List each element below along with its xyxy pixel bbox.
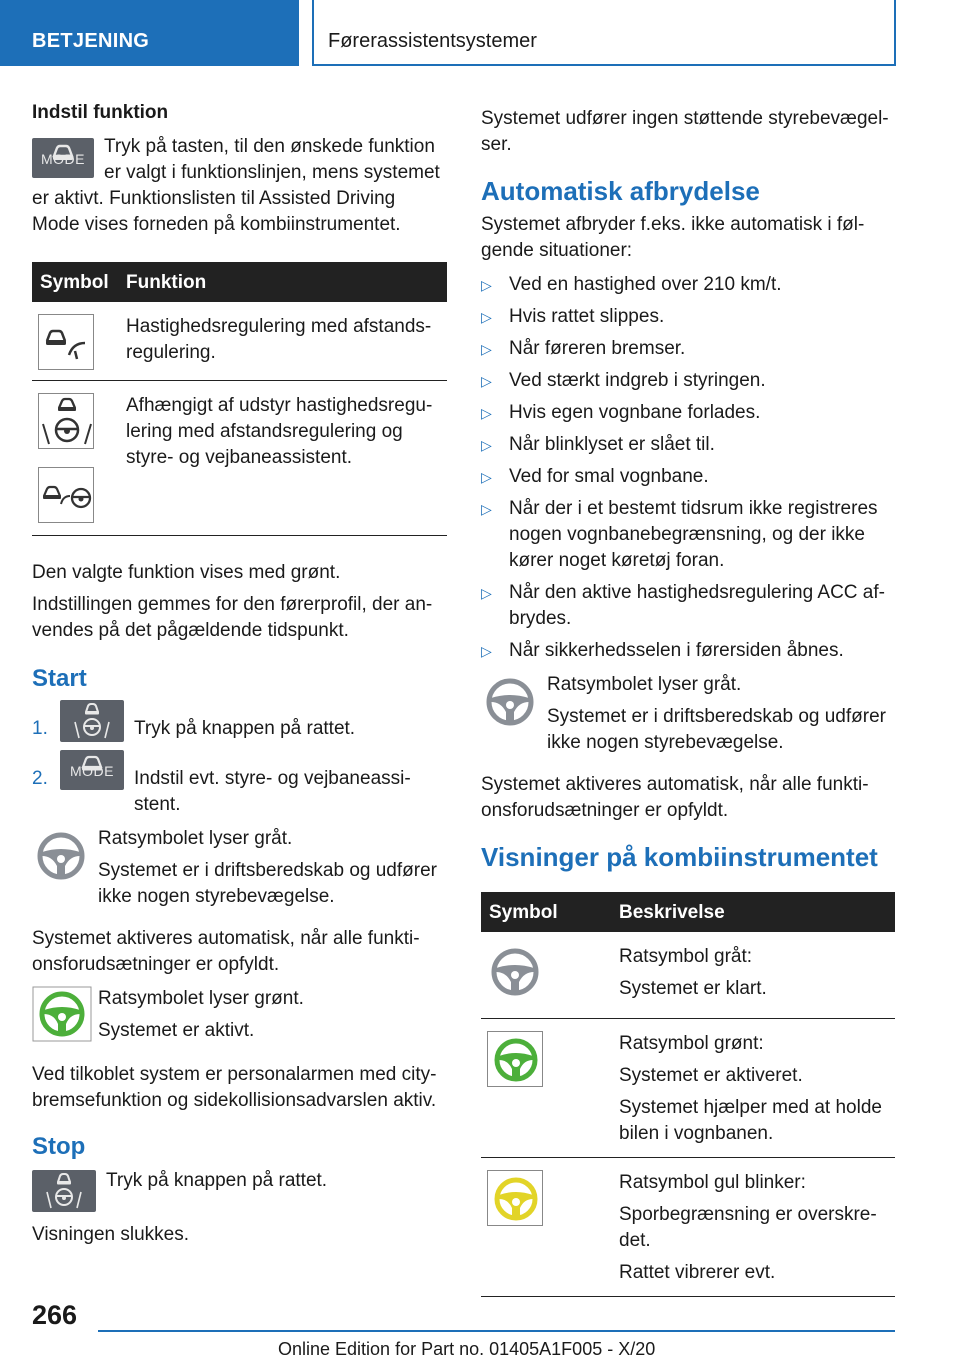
steering-button-image xyxy=(60,700,124,742)
triangle-bullet-icon: ▷ xyxy=(481,309,492,325)
display-row-title: Ratsymbol gråt: xyxy=(619,946,753,967)
stop-after-text: Visningen slukkes. xyxy=(32,1224,190,1245)
section-tab: BETJENING xyxy=(0,0,299,66)
display-row-title: Ratsymbol gul blinker: xyxy=(619,1172,806,1193)
display-row-title: Ratsymbol grønt: xyxy=(619,1033,764,1054)
gray-symbol-desc: Systemet er i driftsberedskab og udfører ikke nogen styrebevægelse. xyxy=(98,860,437,907)
triangle-bullet-icon: ▷ xyxy=(481,643,492,659)
triangle-bullet-icon: ▷ xyxy=(481,469,492,485)
list-item: ▷ Hvis rattet slippes. xyxy=(481,304,895,330)
mode-button-image xyxy=(32,138,94,178)
list-item xyxy=(32,700,447,742)
footer-divider xyxy=(98,1330,895,1332)
stop-heading: Stop xyxy=(32,1133,86,1160)
list-item xyxy=(32,750,447,818)
intro-text: Systemet udfører ingen støttende styrebevægel-ser. xyxy=(481,108,889,155)
step-number: 2. xyxy=(32,768,48,789)
steering-assistant-icon xyxy=(38,393,94,449)
table-row xyxy=(32,302,447,381)
steering-button-image xyxy=(32,1170,96,1212)
table-cell: Afhængigt af udstyr hastighedsregu-lering med afstandsregulering og styre- og vejbaneassistent. xyxy=(118,381,447,536)
table-header-symbol: Symbol xyxy=(32,262,118,302)
selected-function-text: Den valgte funktion vises med grønt. xyxy=(32,562,341,583)
auto-activation-text: Systemet aktiveres automatisk, når alle funkti-onsforudsætninger er opfyldt. xyxy=(481,774,869,821)
stop-text: Tryk på knappen på rattet. xyxy=(106,1170,328,1191)
list-item: ▷ Når blinklyset er slået til. xyxy=(481,432,895,458)
auto-activation-text: Systemet aktiveres automatisk, når alle funkti-onsforudsætninger er opfyldt. xyxy=(32,928,420,975)
list-item: ▷ Hvis egen vognbane forlades. xyxy=(481,400,895,426)
gray-symbol-desc: Systemet er i driftsberedskab og udfører ikke nogen styrebevægelse. xyxy=(547,706,886,753)
steering-wheel-green-icon xyxy=(487,1031,543,1087)
steering-wheel-green-icon xyxy=(32,986,98,1052)
list-item: ▷ Når den aktive hastighedsregulering ACC af-brydes. xyxy=(481,582,885,629)
table-header-function: Funktion xyxy=(118,262,447,302)
triangle-bullet-icon: ▷ xyxy=(481,585,492,601)
list-item: ▷ Når der i et bestemt tidsrum ikke registreres nogen vognbanebegrænsning, og der ikke kører noget køretøj foran. xyxy=(481,498,878,571)
list-item: ▷ Når sikkerhedsselen i førersiden åbnes. xyxy=(481,638,895,664)
set-function-text: Tryk på tasten, til den ønskede funktion er valgt i funktionslinjen, mens systemet er aktivt. Funktionslisten til Assisted Driving Mode vises forneden på kombiinstrumentet. xyxy=(32,136,440,235)
display-row-desc: Rattet vibrerer evt. xyxy=(619,1262,776,1283)
mode-label: MODE xyxy=(41,151,85,167)
gray-symbol-text: Ratsymbolet lyser gråt. xyxy=(98,828,293,849)
start-heading: Start xyxy=(32,665,87,692)
steering-wheel-gray-icon xyxy=(487,944,543,1000)
list-item: ▷ Ved for smal vognbane. xyxy=(481,464,895,490)
set-function-heading: Indstil funktion xyxy=(32,102,169,123)
display-row-desc: Systemet er klart. xyxy=(619,978,767,999)
triangle-bullet-icon: ▷ xyxy=(481,405,492,421)
mode-button-image xyxy=(60,750,124,790)
right-column xyxy=(481,106,895,1297)
steering-wheel-yellow-icon xyxy=(487,1170,543,1226)
table-row xyxy=(481,1019,895,1158)
auto-off-list xyxy=(481,272,895,664)
chapter-title: Førerassistentsystemer xyxy=(312,0,896,66)
cruise-steering-icon xyxy=(38,467,94,523)
display-table xyxy=(481,892,895,1297)
start-steps xyxy=(32,700,447,818)
page-header xyxy=(0,0,960,66)
triangle-bullet-icon: ▷ xyxy=(481,373,492,389)
green-symbol-text: Ratsymbolet lyser grønt. xyxy=(98,988,304,1009)
display-heading: Visninger på kombiinstrumentet xyxy=(481,842,878,872)
list-item: ▷ Ved stærkt indgreb i styringen. xyxy=(481,368,895,394)
city-brake-text: Ved tilkoblet system er personalarmen med city-bremsefunktion og sidekollisionsadvarslen aktiv. xyxy=(32,1064,437,1111)
list-item: ▷ Når føreren bremser. xyxy=(481,336,895,362)
triangle-bullet-icon: ▷ xyxy=(481,501,492,517)
list-item: ▷ Ved en hastighed over 210 km/t. xyxy=(481,272,895,298)
display-row-desc: Systemet er aktiveret. xyxy=(619,1065,803,1086)
table-row xyxy=(32,381,447,536)
steering-wheel-gray-icon xyxy=(481,672,547,738)
display-row-desc: Systemet hjælper med at holde bilen i vognbanen. xyxy=(619,1097,882,1144)
step-number: 1. xyxy=(32,718,48,739)
steering-wheel-gray-icon xyxy=(32,826,98,892)
table-header-description: Beskrivelse xyxy=(611,892,895,932)
gray-symbol-text: Ratsymbolet lyser gråt. xyxy=(547,674,742,695)
auto-off-heading: Automatisk afbrydelse xyxy=(481,176,760,206)
steering-assist-icon xyxy=(60,700,124,742)
table-row xyxy=(481,1158,895,1297)
edition-text: Online Edition for Part no. 01405A1F005 - X/20 xyxy=(278,1339,656,1359)
profile-text: Indstillingen gemmes for den førerprofil, der an-vendes på det pågældende tidspunkt. xyxy=(32,594,433,641)
triangle-bullet-icon: ▷ xyxy=(481,437,492,453)
function-table xyxy=(32,262,447,536)
triangle-bullet-icon: ▷ xyxy=(481,277,492,293)
triangle-bullet-icon: ▷ xyxy=(481,341,492,357)
speed-distance-icon xyxy=(38,314,94,370)
step-text: Tryk på knappen på rattet. xyxy=(134,718,356,739)
step-text: Indstil evt. styre- og vejbaneassi-stent. xyxy=(134,768,411,815)
left-column xyxy=(32,100,447,1258)
page-number: 266 xyxy=(32,1300,78,1330)
auto-off-text: Systemet afbryder f.eks. ikke automatisk i føl-gende situationer: xyxy=(481,214,865,261)
mode-label: MODE xyxy=(70,763,114,779)
steering-assist-icon xyxy=(32,1170,96,1212)
table-header-symbol: Symbol xyxy=(481,892,611,932)
display-row-desc: Sporbegrænsning er overskre-det. xyxy=(619,1204,877,1251)
table-row xyxy=(481,932,895,1019)
green-symbol-desc: Systemet er aktivt. xyxy=(98,1020,255,1041)
table-cell: Hastighedsregulering med afstands-regulering. xyxy=(118,302,447,381)
